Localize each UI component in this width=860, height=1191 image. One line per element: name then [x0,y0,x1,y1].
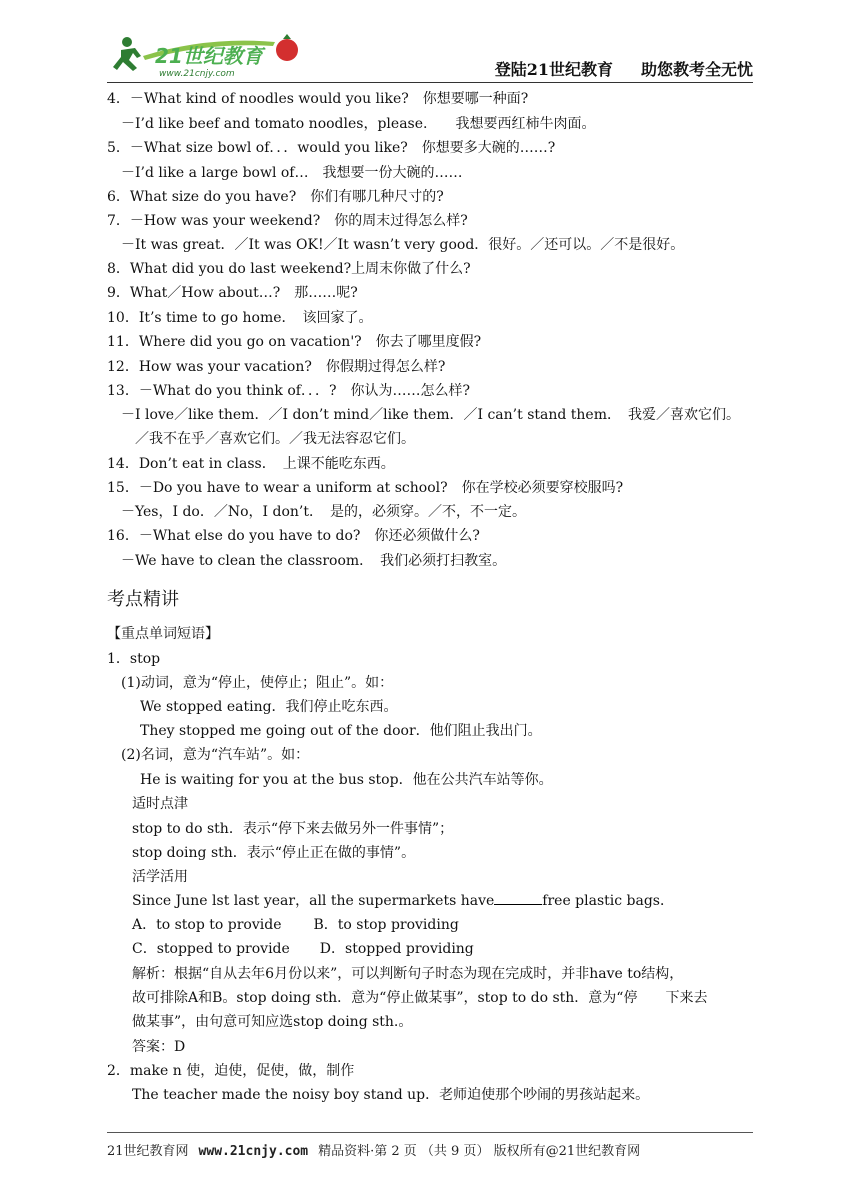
page-header [107,30,753,82]
answer-blank [494,891,542,905]
tomato-icon [276,34,298,61]
analysis-line: 解析：根据“自从去年6月份以来”，可以判断句子时态为现在完成时，并非have to结构， [132,966,684,982]
footer-url-link[interactable]: www.21cnjy.com [198,1144,309,1159]
phrase-line: －I love／like them．／I don’t mind／like them．／I can’t stand them． 我爱／喜欢它们。 [107,407,740,423]
example-sentence: They stopped me going out of the door．他们阻止我出门。 [140,723,542,739]
phrase-line: 6．What size do you have? 你们有哪几种尺寸的? [107,189,444,205]
phrase-line: 11．Where did you go on vacation'? 你去了哪里度假? [107,334,482,350]
phrase-line: 9．What／How about…? 那……呢? [107,285,358,301]
phrase-line: 5．－What size bowl of．．．would you like? 你想要多大碗的……? [107,140,556,156]
answer-line: 答案：D [132,1039,186,1055]
item-heading: 2．make n 使，迫使，促使，做，制作 [107,1063,355,1079]
item-heading: 1．stop [107,651,161,667]
definition: (1)动词，意为“停止，使停止；阻止”。如： [121,675,394,691]
question-text-before: Since June lst last year，all the supermarkets have [132,893,495,909]
analysis-line: 故可排除A和B。stop doing sth．意为“停止做某事”，stop to do sth．意为“停 下来去 [132,990,708,1006]
phrase-line: －I’d like beef and tomato noodles，please. 我想要西红柿牛肉面。 [107,116,596,132]
option-d: D．stopped providing [319,941,474,957]
tagline-right: 助您教考全无忧 [640,60,753,79]
definition: (2)名词，意为“汽车站”。如： [121,747,310,763]
tagline-left: 登陆21世纪教育 [494,60,613,79]
analysis-line: 做某事”，由句意可知应选stop doing sth.。 [132,1014,413,1030]
footer-site: 21世纪教育网 [107,1144,189,1159]
tip-title: 适时点津 [132,796,188,812]
phrase-line: 14．Don’t eat in class． 上课不能吃东西。 [107,456,395,472]
phrase-line: ／我不在乎／喜欢它们。／我无法容忍它们。 [107,431,415,447]
phrase-line: －Yes，I do．／No，I don’t． 是的，必须穿。／不，不一定。 [107,504,527,520]
phrase-line: －I’d like a large bowl of… 我想要一份大碗的…… [107,165,463,181]
svg-text:21世纪教育: 21世纪教育 [155,44,263,68]
phrase-line: 7．－How was your weekend? 你的周末过得怎么样? [107,213,468,229]
phrase-line: 10．It’s time to go home． 该回家了。 [107,310,373,326]
option-a: A．to stop to provide [132,917,282,933]
phrase-line: 4．－What kind of noodles would you like? 你想要哪一种面? [107,91,529,107]
header-divider [107,82,753,83]
phrase-line: －We have to clean the classroom． 我们必须打扫教室。 [107,553,507,569]
options-row [107,939,474,959]
page-footer [107,1140,640,1159]
phrase-line: 16．－What else do you have to do? 你还必须做什么? [107,528,480,544]
phrase-line: 15．－Do you have to wear a uniform at school? 你在学校必须要穿校服吗? [107,480,624,496]
site-logo [107,30,307,80]
svg-text:www.21cnjy.com: www.21cnjy.com [159,69,235,79]
practice-title: 活学活用 [132,869,188,885]
option-c: C．stopped to provide [132,941,290,957]
tip-line: stop doing sth．表示“停止正在做的事情”。 [132,845,416,861]
tip-line: stop to do sth．表示“停下来去做另外一件事情”； [132,821,454,837]
example-sentence: He is waiting for you at the bus stop．他在公共汽车站等你。 [140,772,553,788]
practice-question [107,891,674,911]
example-sentence: The teacher made the noisy boy stand up．老师迫使那个吵闹的男孩站起来。 [132,1087,650,1103]
example-sentence: We stopped eating．我们停止吃东西。 [140,699,398,715]
options-row [107,915,459,935]
phrase-line: －It was great．／It was OK!／It wasn’t very good．很好。／还可以。／不是很好。 [107,237,685,253]
phrase-line: 8．What did you do last weekend?上周末你做了什么? [107,261,471,277]
header-tagline [495,57,753,80]
option-b: B．to stop providing [313,917,459,933]
running-figure-icon [113,37,141,71]
question-text-after: free plastic bags． [542,893,674,909]
phrase-line: 12．How was your vacation? 你假期过得怎么样? [107,359,446,375]
footer-info: 精品资料·第 2 页 （共 9 页） 版权所有@21世纪教育网 [318,1144,641,1159]
subsection-title: 【重点单词短语】 [107,626,219,642]
section-title: 考点精讲 [107,589,179,610]
phrase-line: 13．－What do you think of．．．? 你认为……怎么样? [107,383,470,399]
footer-divider [107,1132,753,1133]
